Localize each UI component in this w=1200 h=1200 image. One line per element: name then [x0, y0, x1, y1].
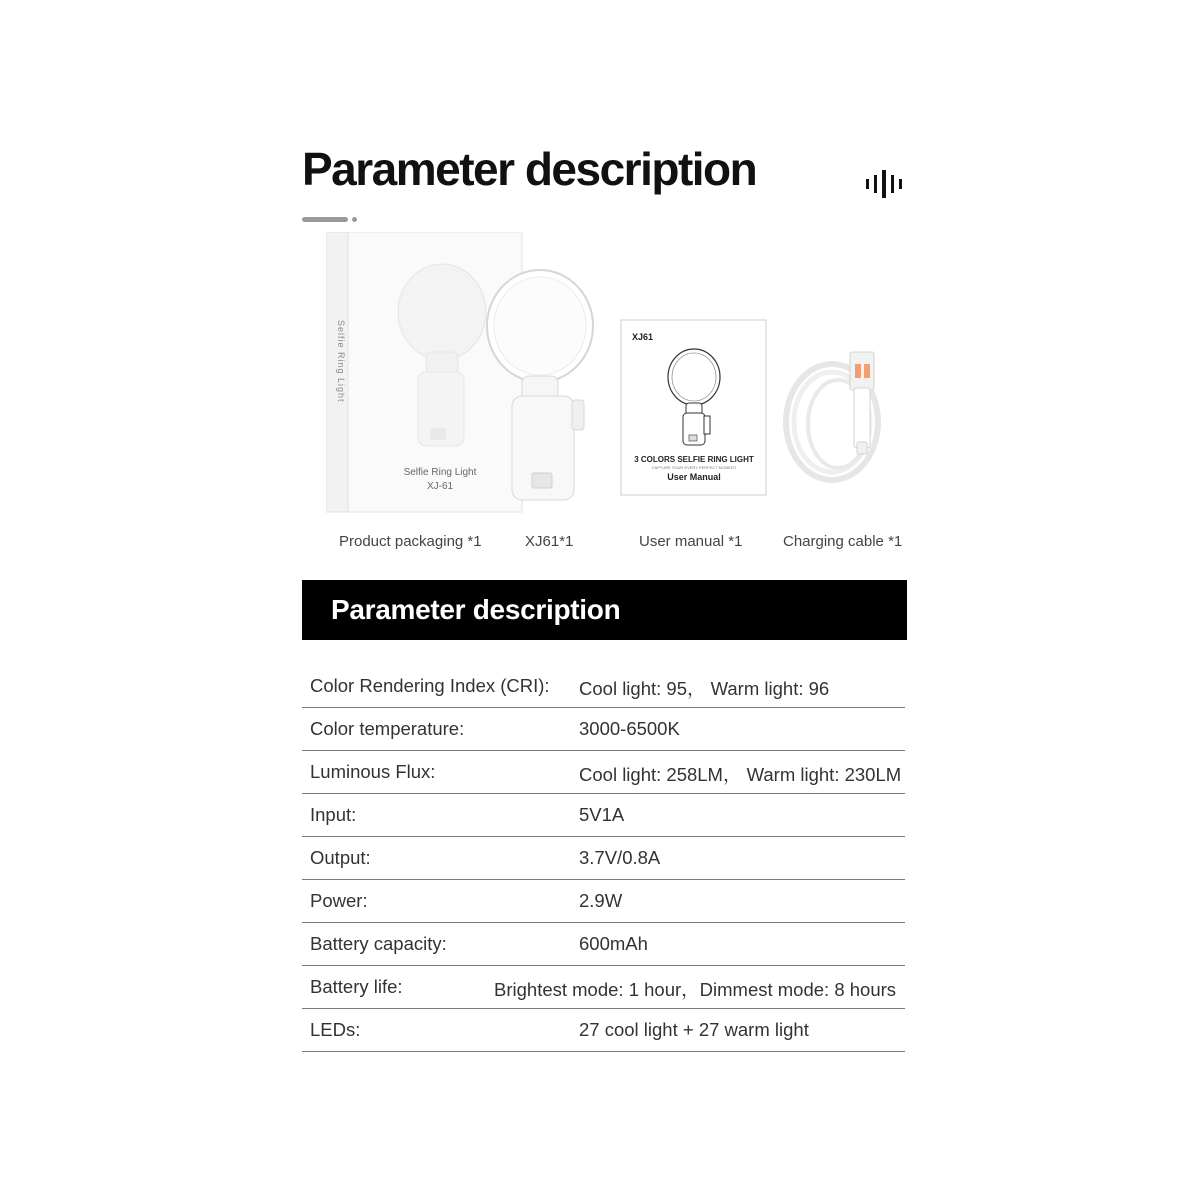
spec-label: LEDs:: [310, 1019, 361, 1040]
spec-value: Cool light: 95， Warm light: 96: [579, 678, 830, 699]
spec-value: 600mAh: [579, 933, 648, 954]
page-title: Parameter description: [302, 143, 757, 195]
section-title: Parameter description: [331, 594, 621, 625]
spec-row-leds: [302, 1009, 905, 1052]
user-manual-image: [620, 319, 768, 497]
manual-model: XJ61: [632, 332, 654, 342]
spec-label: Battery capacity:: [310, 933, 447, 954]
charging-cable-image: [780, 350, 898, 486]
packaging-front-model: XJ-61: [426, 481, 454, 492]
manual-title: 3 COLORS SELFIE RING LIGHT: [634, 455, 754, 464]
xj61-light-image: [484, 268, 599, 504]
caption-product-packaging: Product packaging *1: [339, 533, 482, 550]
spec-label: Output:: [310, 847, 371, 868]
packaging-side-text: Selfie Ring Light: [336, 320, 346, 403]
spec-value: 5V1A: [579, 804, 625, 825]
spec-row-power: [302, 880, 905, 923]
spec-value: 3.7V/0.8A: [579, 847, 661, 868]
spec-row-battery-capacity: [302, 923, 905, 966]
spec-label: Luminous Flux:: [310, 761, 436, 782]
spec-row-color-temperature: [302, 708, 905, 751]
caption-xj61: XJ61*1: [525, 533, 574, 550]
spec-row-luminous-flux: [302, 751, 905, 794]
packaging-front-name: Selfie Ring Light: [403, 467, 477, 478]
spec-value: Brightest mode: 1 hour，Dimmest mode: 8 hours: [494, 979, 897, 1000]
spec-row-battery-life: [302, 966, 905, 1009]
title-underline-dot: [352, 217, 357, 222]
spec-label: Power:: [310, 890, 368, 911]
spec-row-input: [302, 794, 905, 837]
spec-label: Battery life:: [310, 976, 403, 997]
spec-label: Color temperature:: [310, 718, 465, 739]
title-underline: [302, 217, 348, 222]
spec-value: 3000-6500K: [579, 718, 680, 739]
manual-tagline: CAPTURE YOUR EVERY PERFECT MOMENT: [651, 465, 737, 470]
spec-value: 27 cool light + 27 warm light: [579, 1019, 809, 1040]
sound-wave-icon: [864, 170, 904, 198]
spec-row-cri: [302, 665, 905, 708]
spec-value: 2.9W: [579, 890, 623, 911]
caption-user-manual: User manual *1: [639, 533, 743, 550]
spec-table: [302, 665, 905, 1052]
spec-label: Input:: [310, 804, 357, 825]
caption-charging-cable: Charging cable *1: [783, 533, 903, 550]
spec-value: Cool light: 258LM， Warm light: 230LM: [579, 764, 902, 785]
manual-subtitle: User Manual: [667, 472, 721, 482]
spec-label: Color Rendering Index (CRI):: [310, 675, 550, 696]
section-header-band: [302, 580, 907, 640]
spec-row-output: [302, 837, 905, 880]
